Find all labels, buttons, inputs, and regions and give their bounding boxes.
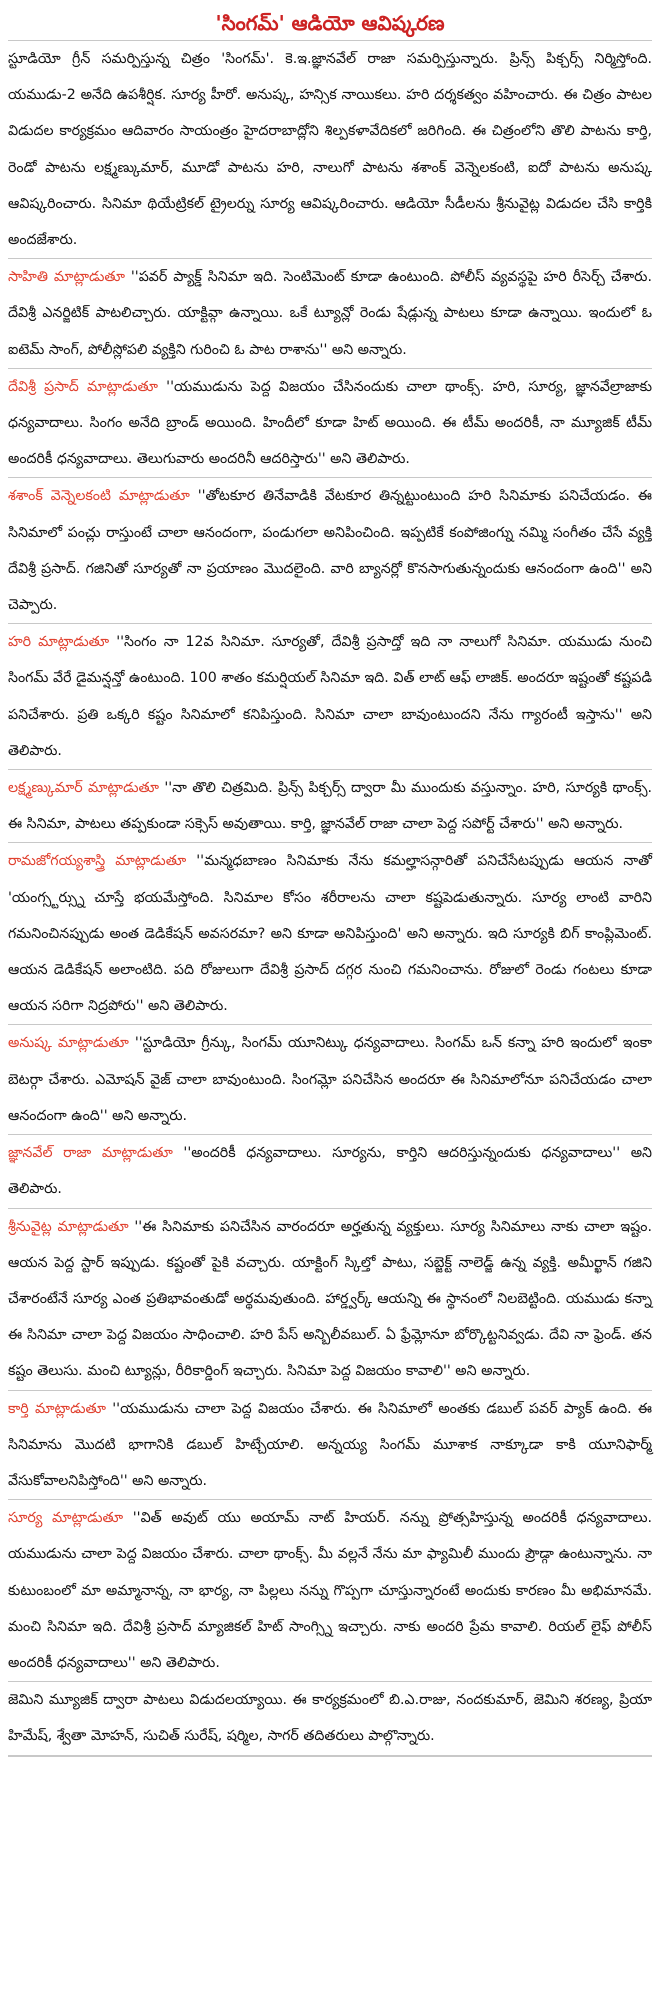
speaker-name: అనుష్క మాట్లాడుతూ: [8, 1035, 129, 1052]
paragraph-text: ''సింగం నా 12వ సినిమా. సూర్యతో, దేవిశ్రీ ప్రసాద్తో ఇది నా నాలుగో సినిమా. యముడు నుంచి సింగమ్ వేరే డైమన్షన్తో ఉంటుంది. 100 శాతం కమర్షియల్ సినిమా ఇది. విత్ లాట్ ఆఫ్ లాజిక్. అందరూ ఇష్టంతో కష్టపడి పనిచేశారు. ప్రతి ఒక్కరి కష్టం సినిమాలో కనిపిస్తుంది. సినిమా చాలా బావుంటుందని నేను గ్యారంటీ ఇస్తాను'' అని తెలిపారు.: [8, 634, 653, 759]
paragraph-text: స్టూడియో గ్రీన్ సమర్పిస్తున్న చిత్రం 'సింగమ్'. కె.ఇ.జ్ఞానవేల్ రాజా సమర్పిస్తున్నారు. ప్రిన్స్ పిక్చర్స్ నిర్మిస్తోంది. యముడు-2 అనేది ఉపశీర్షిక. సూర్య హీరో. అనుష్క, హన్సిక నాయికలు. హరి దర్శకత్వం వహించారు. ఈ చిత్రం పాటల విడుదల కార్యక్రమం ఆదివారం సాయంత్రం హైదరాబాద్లోని శిల్పకళావేదికలో జరిగింది. ఈ చిత్రంలోని తొలి పాటను కార్తి, రెండో పాటను లక్ష్మణ్కుమార్, మూడో పాటను హరి, నాలుగో పాటను శశాంక్ వెన్నెలకంటి, ఐదో పాటను అనుష్క ఆవిష్కరించారు. సినిమా థియేట్రికల్ ట్రైలర్ను సూర్య ఆవిష్కరించారు. ఆడియో సీడీలను శ్రీనువైట్ల విడుదల చేసి కార్తికి అందజేశారు.: [8, 51, 652, 249]
paragraph-quote: [8, 624, 652, 769]
paragraph-divider: [8, 1756, 652, 1757]
paragraph-quote: [8, 1135, 652, 1207]
paragraph-text: ''స్టూడియో గ్రీన్కు, సింగమ్ యూనిట్కు ధన్యవాదాలు. సింగమ్ ఒన్ కన్నా హరి ఇందులో ఇంకా బెటర్గా చేశారు. ఎమోషన్ వైజ్ చాలా బావుంటుంది. సింగమ్లో పనిచేసిన అందరూ ఈ సినిమాలోనూ పనిచేయడం చాలా ఆనందంగా ఉంది'' అని అన్నారు.: [8, 1035, 652, 1124]
paragraph-text: ''పవర్ ప్యాక్డ్ సినిమా ఇది. సెంటిమెంట్ కూడా ఉంటుంది. పోలీస్ వ్యవస్థపై హరి రీసెర్చ్ చేశారు. దేవిశ్రీ ఎనర్జిటిక్ పాటలిచ్చారు. యాక్టివ్గా ఉన్నాయి. ఒకే ట్యూన్లో రెండు షేడ్లున్న పాటలు కూడా ఉన్నాయి. ఇందులో ఓ ఐటెమ్ సాంగ్, పోలీస్లోపలి వ్యక్తిని గురించి ఓ పాట రాశాను'' అని అన్నారు.: [8, 269, 652, 358]
paragraph-quote: [8, 1682, 652, 1754]
speaker-name: శశాంక్ వెన్నెలకంటి మాట్లాడుతూ: [8, 488, 190, 505]
paragraph-quote: [8, 1209, 652, 1390]
paragraph-text: ''మన్మధబాణం సినిమాకు నేను కమల్హాసన్గారితో పనిచేసేటప్పుడు ఆయన నాతో 'యంగ్స్టర్స్ను చూస్తే భయమేస్తోంది. సినిమాల కోసం శరీరాలను చాలా కష్టపెడుతున్నారు. సూర్య లాంటి వారిని గమనించినప్పుడు అంత డెడికేషన్ అవసరమా? అని కూడా అనిపిస్తుంది' అని అన్నారు. ఇది సూర్యకి బిగ్ కాంప్లిమెంట్. ఆయన డెడికేషన్ అలాంటిది. పది రోజులుగా దేవిశ్రీ ప్రసాద్ దగ్గర నుంచి గమనించాను. రోజులో రెండు గంటలు కూడా ఆయన సరిగా నిద్రపోరు'' అని తెలిపారు.: [8, 853, 652, 1015]
paragraph-quote: [8, 369, 652, 478]
paragraph-text: ''ఈ సినిమాకు పనిచేసిన వారందరూ అర్హతున్న వ్యక్తులు. సూర్య సినిమాలు నాకు చాలా ఇష్టం. ఆయన పెద్ద స్టార్ ఇప్పుడు. కష్టంతో పైకి వచ్చారు. యాక్టింగ్ స్కిల్తో పాటు, సబ్జెక్ట్ నాలెడ్జ్ ఉన్న వ్యక్తి. అమీర్ఖాన్ గజిని చేశారంటేనే సూర్య ఎంత ప్రతిభావంతుడో అర్థమవుతుంది. హార్డ్వర్క్ ఆయన్ని ఈ స్థానంలో నిలబెట్టింది. యముడు కన్నా ఈ సినిమా చాలా పెద్ద విజయం సాధించాలి. హరి పేస్ అన్బిలీవబుల్. ఏ ఫ్రేమ్లోనూ బోర్కొట్టనివ్వడు. దేవి నా ఫ్రెండ్. తన కష్టం తెలుసు. మంచి ట్యూన్లు, రీరికార్డింగ్ ఇచ్చారు. సినిమా పెద్ద విజయం కావాలి'' అని అన్నారు.: [8, 1218, 652, 1380]
paragraph-quote: [8, 843, 652, 1024]
paragraph-quote: [8, 1025, 652, 1134]
paragraph-text: ''నా తొలి చిత్రమిది. ప్రిన్స్ పిక్చర్స్ ద్వారా మీ ముందుకు వస్తున్నాం. హరి, సూర్యకి థాంక్స్. ఈ సినిమా, పాటలు తప్పకుండా సక్సెస్ అవుతాయి. కార్తి, జ్ఞానవేల్ రాజా చాలా పెద్ద సపోర్ట్ చేశారు'' అని అన్నారు.: [8, 780, 652, 833]
paragraph-quote: [8, 259, 652, 368]
paragraph-text: ''అందరికీ ధన్యవాదాలు. సూర్యను, కార్తిని ఆదరిస్తున్నందుకు ధన్యవాదాలు'' అని తెలిపారు.: [8, 1145, 652, 1198]
speaker-name: సూర్య మాట్లాడుతూ: [8, 1510, 124, 1527]
speaker-name: లక్ష్మణ్కుమార్ మాట్లాడుతూ: [8, 780, 159, 797]
article-title: 'సింగమ్' ఆడియో ఆవిష్కరణ: [215, 11, 445, 35]
article-body: [8, 41, 652, 1757]
speaker-name: రామజోగయ్యశాస్త్రి మాట్లాడుతూ: [8, 853, 187, 870]
paragraph-quote: [8, 1500, 652, 1681]
paragraph-intro: [8, 41, 652, 258]
paragraph-text: ''యముడును చాలా పెద్ద విజయం చేశారు. ఈ సినిమాలో అంతకు డబుల్ పవర్ ప్యాక్ ఉంది. ఈ సినిమాను మొదటి భాగానికి డబుల్ హిట్చేయాలి. అన్నయ్య సింగమ్ మూశాక నాక్కూడా కాకి యూనిఫార్మ్ వేసుకోవాలనిపిస్తోంది'' అని అన్నారు.: [8, 1400, 653, 1489]
speaker-name: శ్రీనువైట్ల మాట్లాడుతూ: [8, 1218, 129, 1235]
paragraph-text: ''యముడును పెద్ద విజయం చేసినందుకు చాలా థాంక్స్. హరి, సూర్య, జ్ఞానవేల్రాజాకు ధన్యవాదాలు. సింగం అనేది బ్రాండ్ అయింది. హిందీలో కూడా హిట్ అయింది. ఈ టీమ్ అందరికీ, నా మ్యూజిక్ టీమ్ అందరికీ ధన్యవాదాలు. తెలుగువారు అందరినీ ఆదరిస్తారు'' అని తెలిపారు.: [8, 378, 652, 468]
paragraph-quote: [8, 1391, 652, 1500]
speaker-name: దేవిశ్రీ ప్రసాద్ మాట్లాడుతూ: [8, 378, 158, 395]
paragraph-quote: [8, 770, 652, 842]
paragraph-quote: [8, 478, 652, 623]
speaker-name: సాహితి మాట్లాడుతూ: [8, 269, 125, 286]
paragraph-text: ''తోటకూర తినేవాడికి వేటకూర తిన్నట్టుంటుంది హరి సినిమాకు పనిచేయడం. ఈ సినిమాలో పంచ్లు రాస్తుంటే చాలా ఆనందంగా, పండుగలా అనిపించింది. ఇప్పటికే కంపోజింగ్ను నమ్మి సంగీతం చేసే వ్యక్తి దేవిశ్రీ ప్రసాద్. గజినితో సూర్యతో నా ప్రయాణం మొదలైంది. వారి బ్యానర్లో కొనసాగుతున్నందుకు ఆనందంగా ఉంది'' అని చెప్పారు.: [8, 488, 652, 614]
speaker-name: కార్తి మాట్లాడుతూ: [8, 1400, 106, 1417]
speaker-name: హరి మాట్లాడుతూ: [8, 634, 110, 651]
speaker-name: జ్ఞానవేల్ రాజా మాట్లాడుతూ: [8, 1145, 173, 1162]
paragraph-text: ''విత్ అవుట్ యు అయామ్ నాట్ హియర్. నన్ను ప్రోత్సహిస్తున్న అందరికీ ధన్యవాదాలు. యముడును చాలా పెద్ద విజయం చేశారు. చాలా థాంక్స్. మీ వల్లనే నేను మా ఫ్యామిలీ ముందు ప్రౌడ్గా ఉంటున్నాను. నా కుటుంబంలో మా అమ్మానాన్న, నా భార్య, నా పిల్లలు నన్ను గొప్పగా చూస్తున్నారంటే అందుకు కారణం మీ అభిమానమే. మంచి సినిమా ఇది. దేవిశ్రీ ప్రసాద్ మ్యాజికల్ హిట్ సాంగ్స్ని ఇచ్చారు. నాకు అందరి ప్రేమ కావాలి. రియల్ లైఫ్ పోలీస్ అందరికీ ధన్యవాదాలు'' అని తెలిపారు.: [8, 1510, 652, 1671]
paragraph-text: జెమిని మ్యూజిక్ ద్వారా పాటలు విడుదలయ్యాయి. ఈ కార్యక్రమంలో బి.ఎ.రాజు, నందకుమార్, జెమిని శరణ్య, ప్రియా హిమేష్, శ్వేతా మోహన్, సుచిత్ సురేష్, షర్మిల, సాగర్ తదితరులు పాల్గొన్నారు.: [8, 1692, 652, 1745]
